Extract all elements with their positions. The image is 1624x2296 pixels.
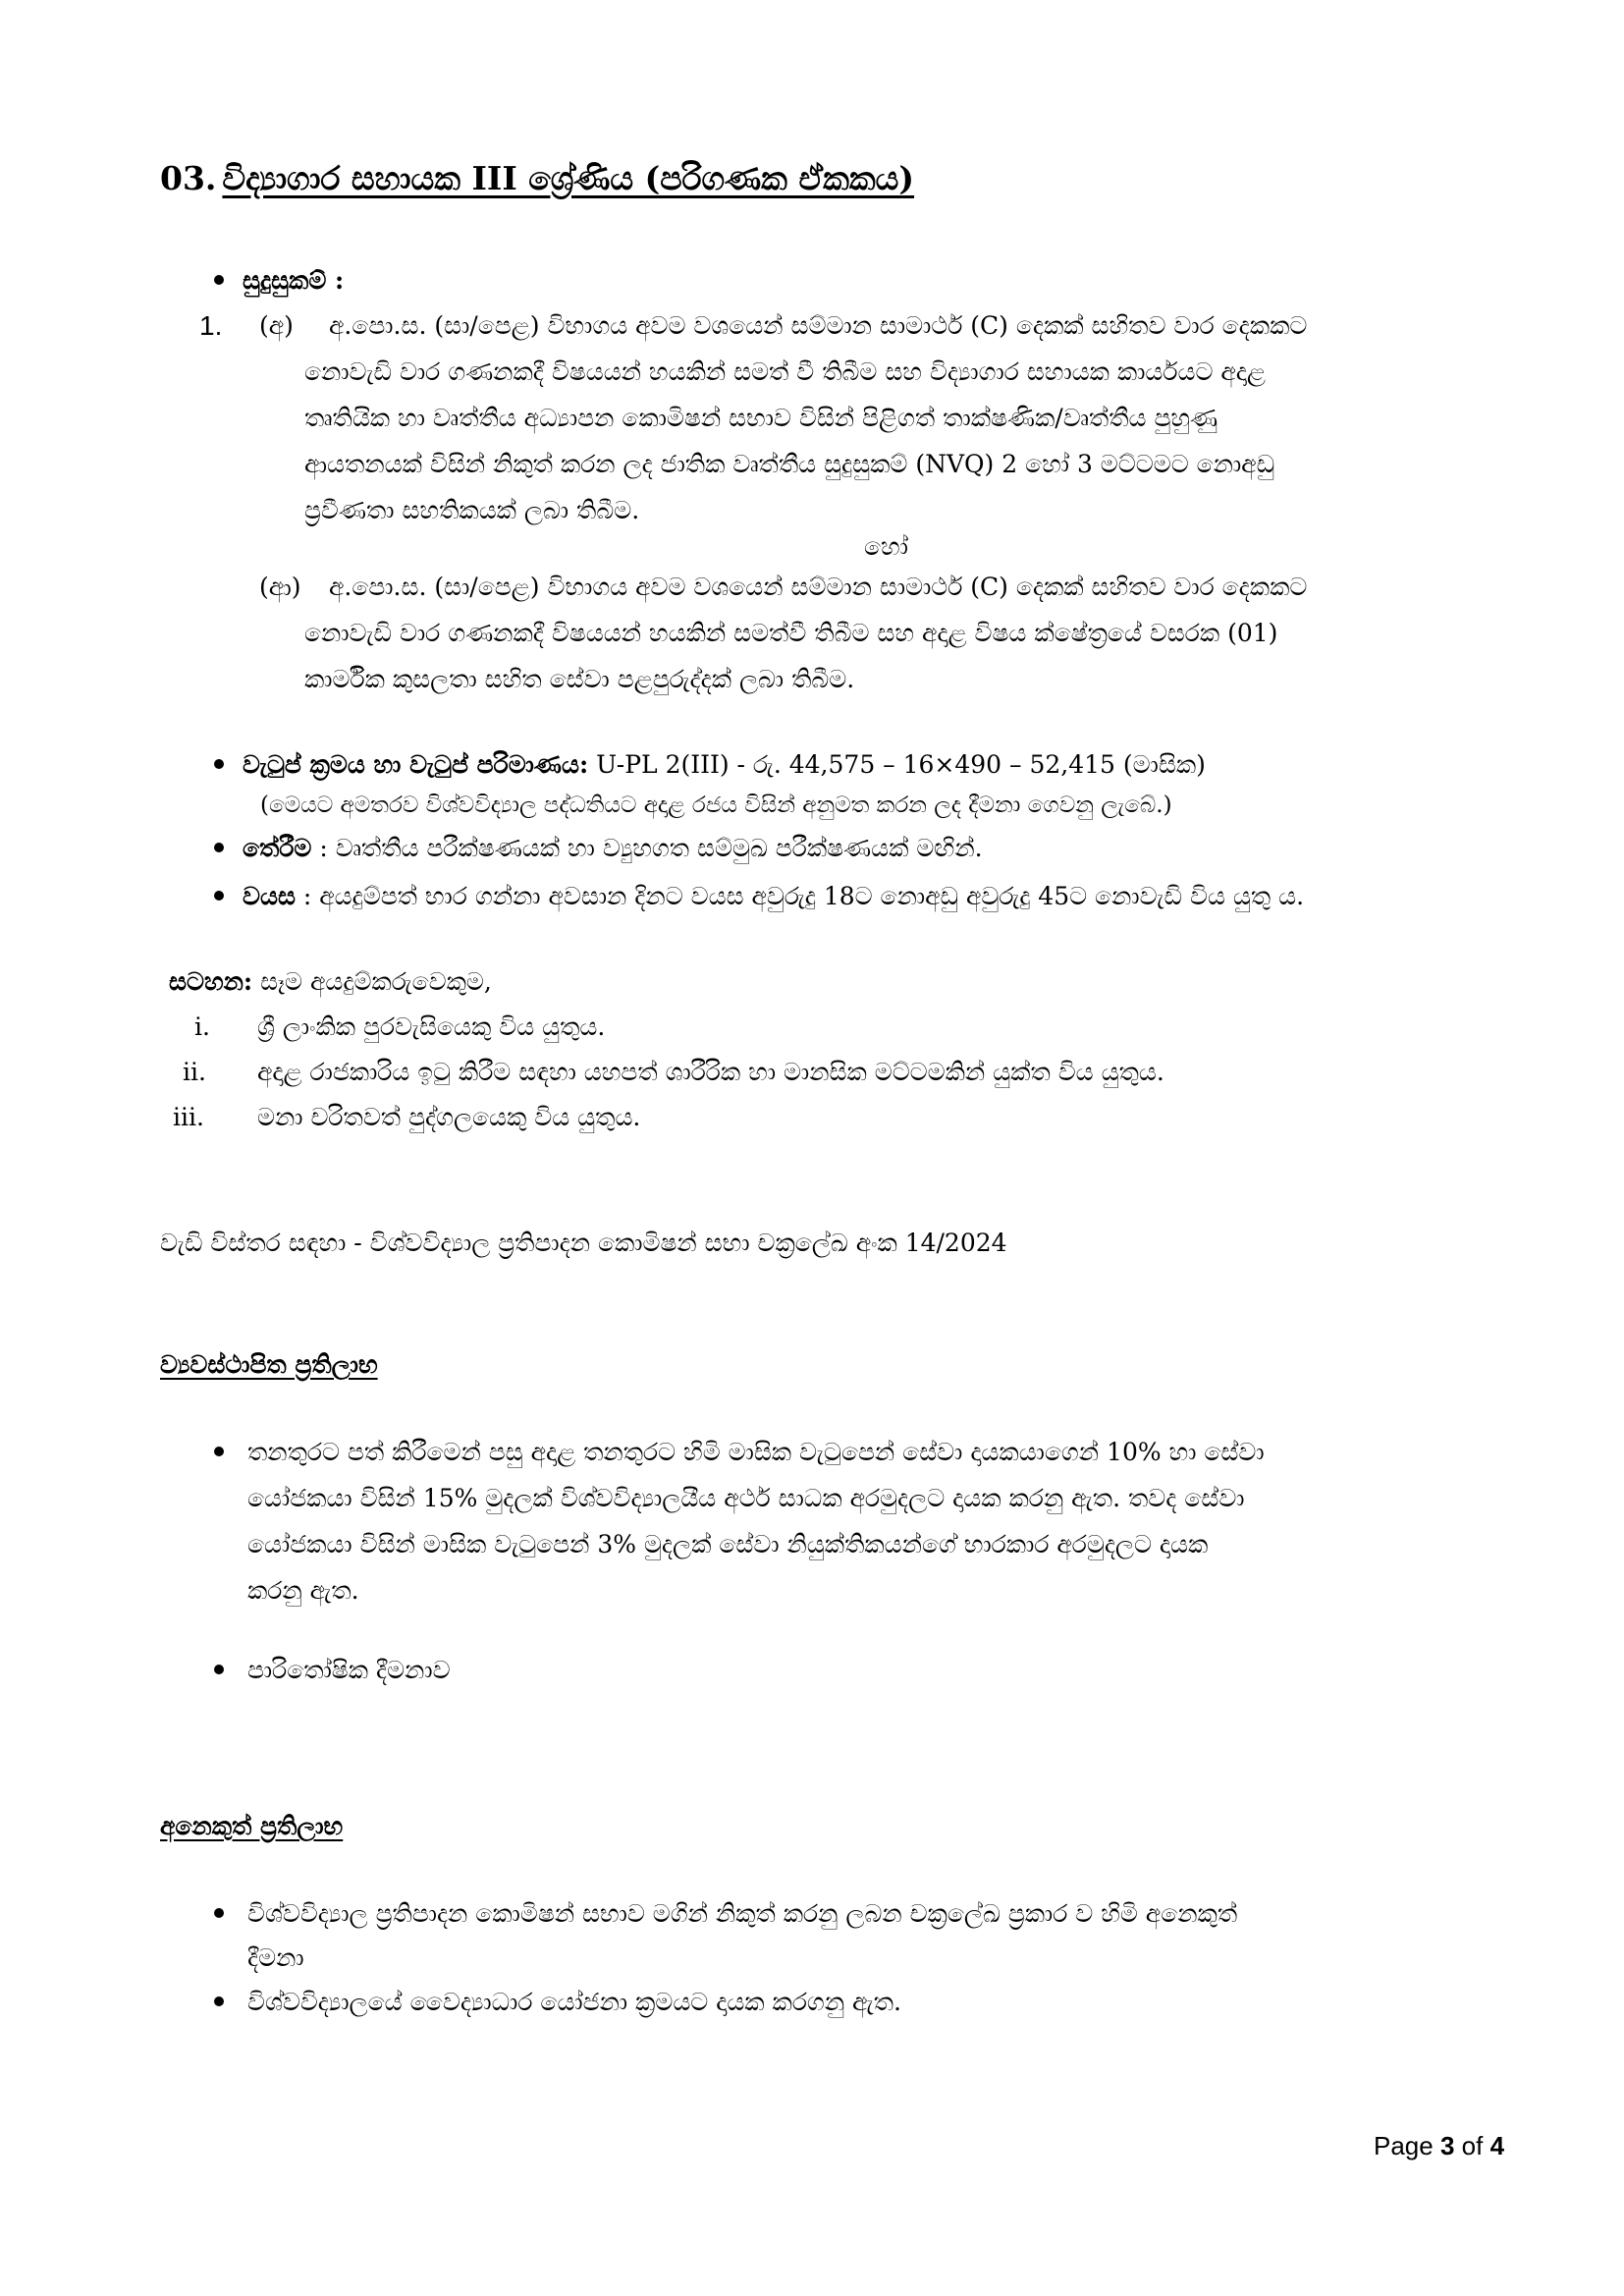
page-of: of	[1461, 2131, 1484, 2160]
option-a-line: නොවැඩි වාර ගණනකදී විෂයයන් හයකින් සමත් වී තිබීම සහ විද්‍යාගාර සහායක කාර්යයට අදාළ	[304, 357, 1266, 386]
bullet-icon	[214, 1996, 224, 2006]
note-item-number: i.	[194, 1012, 210, 1041]
note-item-number: iii.	[173, 1103, 204, 1131]
or-label: හෝ	[864, 532, 908, 561]
statutory-item: පාරිතෝෂික දීමනාව	[247, 1656, 451, 1684]
statutory-item-line: යෝජකයා විසින් මාසික වැටුපෙන් 3% මුදලක් සේවා නියුක්තිකයන්ගේ භාරකාර අරමුදලට දායක	[247, 1530, 1209, 1558]
qualification-number: 1.	[199, 310, 223, 341]
age-label: වයස	[243, 882, 296, 910]
bullet-icon	[214, 1665, 224, 1674]
option-b-line: අ.පො.ස. (සා/පෙළ) විභාගය අවම වශයෙන් සම්මාන සාමාර්ථ (C) දෙකක් සහිතව වාර දෙකකට	[329, 573, 1308, 601]
salary-label: වැටුප් ක්‍රමය හා වැටුප් පරිමාණය:	[243, 750, 589, 779]
bullet-icon	[214, 1908, 224, 1918]
statutory-item-line: යෝජකයා විසින් 15% මුදලක් විශ්වවිද්‍යාලයීය අර්ථ සාධක අරමුදලට දායක කරනු ඇත. තවද සේවා	[247, 1484, 1245, 1512]
option-b-marker: (ආ)	[259, 573, 301, 601]
option-a-marker: (අ)	[259, 311, 294, 340]
option-a-line: තෘතියික හා වෘත්තීය අධ්‍යාපන කොමිෂන් සභාව විසින් පිළිගත් තාක්ෂණික/වෘත්තීය පුහුණු	[304, 404, 1218, 432]
salary-value: U-PL 2(III) - රු. 44,575 – 16×490 – 52,415 (මාසික)	[596, 750, 1206, 779]
statutory-item-line: තනතුරට පත් කිරීමෙන් පසු අදාළ තනතුරට හිමි මාසික වැටුපෙන් සේවා දායකයාගෙන් 10% හා සේවා	[247, 1438, 1265, 1466]
more-info-line: වැඩි විස්තර සඳහා - විශ්වවිද්‍යාල ප්‍රතිපාදන කොමිෂන් සභා චක්‍රලේඛ අංක 14/2024	[160, 1229, 1007, 1257]
note-item-text: අදාළ රාජකාරිය ඉටු කිරීම සඳහා යහපත් ශාරීරික හා මානසික මට්ටමකින් යුක්ත විය යුතුය.	[257, 1058, 1164, 1086]
other-item-line: විශ්වවිද්‍යාල ප්‍රතිපාදන කොමිෂන් සභාව මගින් නිකුත් කරනු ලබන චක්‍රලේඛ ප්‍රකාර ව හිමි අනෙකුත්	[247, 1899, 1238, 1928]
salary-row	[243, 741, 1206, 788]
bullet-icon	[214, 891, 224, 901]
note-item-number: ii.	[183, 1058, 206, 1086]
qualifications-label: සුදුසුකම් :	[243, 266, 345, 295]
age-row	[243, 873, 1304, 919]
section-title: විද්‍යාගාර සහායක III ශ්‍රේණිය (පරිගණක ඒකකය)	[222, 159, 915, 197]
statutory-heading: ව්‍යවස්ථාපිත ප්‍රතිලාභ	[160, 1350, 378, 1379]
page-number	[1374, 2131, 1504, 2161]
option-b-line: කාර්මික කුසලතා සහිත සේවා පළපුරුද්දක් ලබා තිබීම.	[304, 665, 855, 693]
salary-note: (මෙයට අමතරව විශ්වවිද්‍යාල පද්ධතියට අදාළ රජය විසින් අනුමත කරන ලද දීමනා ගෙවනු ලැබේ.)	[260, 793, 1172, 818]
note-row	[169, 958, 492, 1005]
bullet-icon	[214, 275, 224, 285]
selection-row	[243, 825, 983, 871]
bullet-icon	[214, 759, 224, 769]
age-value: : අයදුම්පත් භාර ගන්නා අවසාන දිනට වයස අවුරුදු 18ට නොඅඩු අවුරුදු 45ට නොවැඩි විය යුතු ය.	[302, 882, 1305, 910]
page-total: 4	[1489, 2131, 1505, 2160]
other-benefits-heading: අනෙකුත් ප්‍රතිලාභ	[160, 1812, 344, 1840]
selection-label: තේරීම	[243, 834, 312, 862]
option-a-line: අ.පො.ස. (සා/පෙළ) විභාගය අවම වශයෙන් සම්මාන සාමාර්ථ (C) දෙකක් සහිතව වාර දෙකකට	[329, 311, 1308, 340]
selection-value: : වෘත්තීය පරීක්ෂණයක් හා ව්‍යුහගත සම්මුඛ පරීක්ෂණයක් මඟින්.	[319, 834, 983, 862]
option-b-line: නොවැඩි වාර ගණනකදී විෂයයන් හයකින් සමත්වී තිබීම සහ අදාළ විෂය ක්ෂේත්‍රයේ වසරක (01)	[304, 619, 1278, 647]
statutory-item-line: කරනු ඇත.	[247, 1576, 359, 1605]
page-prefix: Page	[1374, 2131, 1434, 2160]
page-current: 3	[1439, 2131, 1455, 2160]
other-item-line: දීමනා	[247, 1943, 304, 1972]
other-item: විශ්වවිද්‍යාලයේ වෛද්‍යාධාර යෝජනා ක්‍රමයට දායක කරගනු ඇත.	[247, 1988, 902, 2016]
section-number: 03.	[160, 159, 217, 197]
option-a-line: ප්‍රවීණතා සහතිකයක් ලබා තිබීම.	[304, 496, 640, 524]
note-item-text: මනා චරිතවත් පුද්ගලයෙකු විය යුතුය.	[257, 1103, 641, 1131]
option-a-line: ආයතනයක් විසින් නිකුත් කරන ලද ජාතික වෘත්තීය සුදුසුකම් (NVQ) 2 හෝ 3 මට්ටමට නොඅඩු	[304, 450, 1275, 478]
bullet-icon	[214, 843, 224, 852]
note-label: සටහන:	[169, 967, 253, 996]
note-item-text: ශ්‍රී ලාංකික පුරවැසියෙකු විය යුතුය.	[257, 1012, 606, 1041]
section-heading	[160, 159, 914, 198]
note-intro: සෑම අයදුම්කරුවෙකුම,	[260, 967, 492, 996]
bullet-icon	[214, 1447, 224, 1456]
